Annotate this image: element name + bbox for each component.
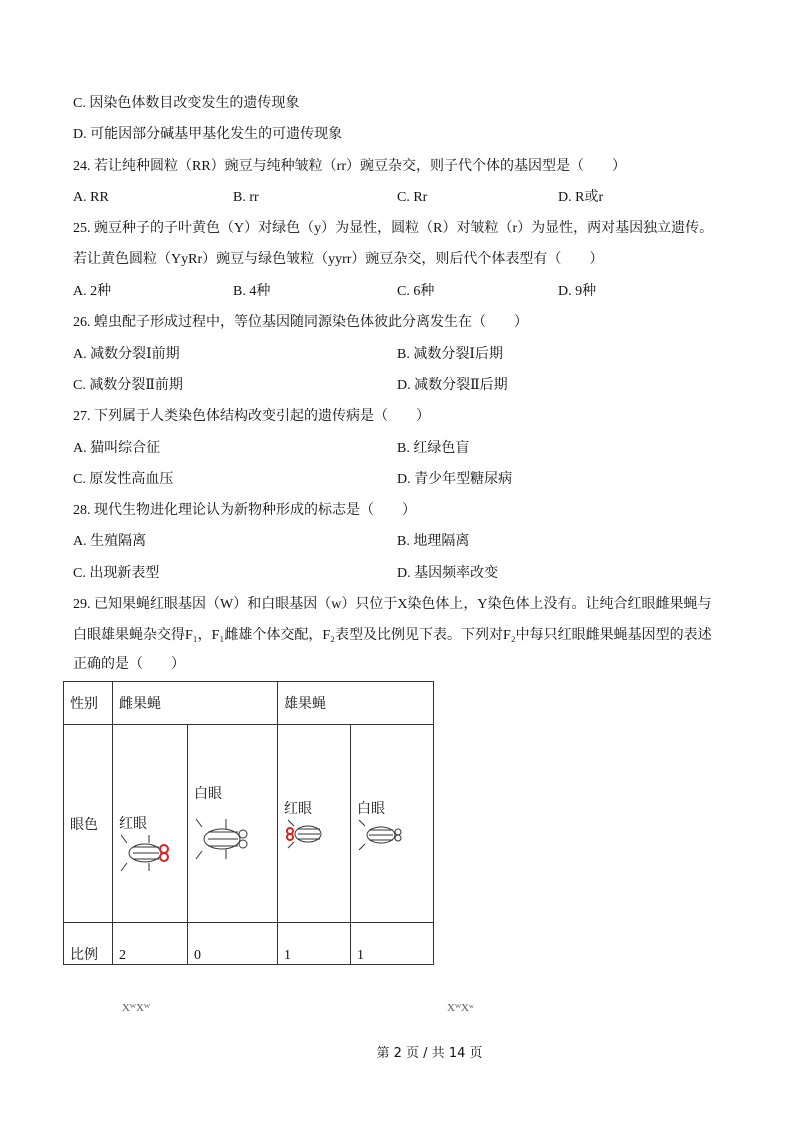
genotype-label: XᵂXʷ	[447, 1002, 474, 1014]
q25-stem: 25. 豌豆种子的子叶黄色（Y）对绿色（y）为显性，圆粒（R）对皱粒（r）为显性，两对基因独立遗传。	[73, 221, 714, 236]
q26-option: B. 减数分裂Ⅰ后期	[397, 347, 503, 362]
header-male: 雄果蝇	[278, 682, 434, 725]
row-ratio: 比例	[64, 923, 113, 965]
q24-option: D. R或r	[558, 190, 604, 205]
q27-option: C. 原发性高血压	[73, 472, 174, 487]
cell-female-white	[188, 725, 278, 923]
q25-stem-2: 若让黄色圆粒（YyRr）豌豆与绿色皱粒（yyrr）豌豆杂交，则后代个体表型有（ ）	[73, 252, 604, 267]
header-sex: 性别	[64, 682, 113, 725]
cell-male-white	[351, 725, 434, 923]
q28-stem: 28. 现代生物进化理论认为新物种形成的标志是（ ）	[73, 503, 416, 518]
q27-option: B. 红绿色盲	[397, 441, 470, 456]
white-eye-fly-image	[357, 818, 407, 852]
q28-option: C. 出现新表型	[73, 566, 160, 581]
q26-stem: 26. 蝗虫配子形成过程中，等位基因随同源染色体彼此分离发生在（ ）	[73, 315, 528, 330]
q23-option-d: D. 可能因部分碱基甲基化发生的可遗传现象	[73, 127, 343, 142]
q26-option: D. 减数分裂Ⅱ后期	[397, 378, 508, 393]
eye-label: 白眼	[194, 787, 222, 802]
cell-male-red	[278, 725, 351, 923]
header-female: 雌果蝇	[113, 682, 278, 725]
q27-option: A. 猫叫综合征	[73, 441, 161, 456]
red-eye-fly-image	[119, 833, 175, 873]
ratio-value: 1	[351, 923, 434, 965]
eye-label: 红眼	[284, 802, 312, 817]
q29-stem-2: 白眼雄果蝇杂交得F₁，F₁雌雄个体交配，F₂表型及比例见下表。下列对F₂中每只红眼雌果蝇基因型的表述	[73, 628, 712, 643]
q24-option: C. Rr	[397, 190, 428, 205]
q28-option: B. 地理隔离	[397, 534, 470, 549]
q29-stem: 29. 已知果蝇红眼基因（W）和白眼基因（w）只位于X染色体上，Y染色体上没有。让纯合红眼雌果蝇与	[73, 597, 712, 612]
fly-ratio-table	[63, 681, 434, 965]
ratio-value: 0	[188, 923, 278, 965]
ratio-value: 1	[278, 923, 351, 965]
eye-label: 红眼	[119, 817, 147, 832]
q26-option: A. 减数分裂Ⅰ前期	[73, 347, 180, 362]
q23-option-c: C. 因染色体数目改变发生的遗传现象	[73, 96, 300, 111]
q24-option: B. rr	[233, 190, 259, 205]
q25-option: B. 4种	[233, 284, 271, 299]
white-eye-fly-image	[194, 817, 254, 861]
q25-option: C. 6种	[397, 284, 435, 299]
q28-option: D. 基因频率改变	[397, 566, 499, 581]
q25-option: D. 9种	[558, 284, 597, 299]
ratio-value: 2	[113, 923, 188, 965]
q26-option: C. 减数分裂Ⅱ前期	[73, 378, 183, 393]
q27-stem: 27. 下列属于人类染色体结构改变引起的遗传病是（ ）	[73, 409, 430, 424]
cell-female-red	[113, 725, 188, 923]
q24-stem: 24. 若让纯种圆粒（RR）豌豆与纯种皱粒（rr）豌豆杂交，则子代个体的基因型是（ ）	[73, 159, 626, 174]
q29-stem-3: 正确的是（ ）	[73, 657, 185, 672]
q28-option: A. 生殖隔离	[73, 534, 147, 549]
q24-option: A. RR	[73, 190, 109, 205]
red-eye-fly-image	[284, 818, 330, 850]
page-footer: 第 2 页 / 共 14 页	[376, 1046, 483, 1061]
q27-option: D. 青少年型糖尿病	[397, 472, 513, 487]
eye-label: 白眼	[357, 802, 385, 817]
row-eye-color: 眼色	[64, 725, 113, 923]
genotype-label: XᵂXᵂ	[122, 1002, 151, 1014]
q25-option: A. 2种	[73, 284, 112, 299]
